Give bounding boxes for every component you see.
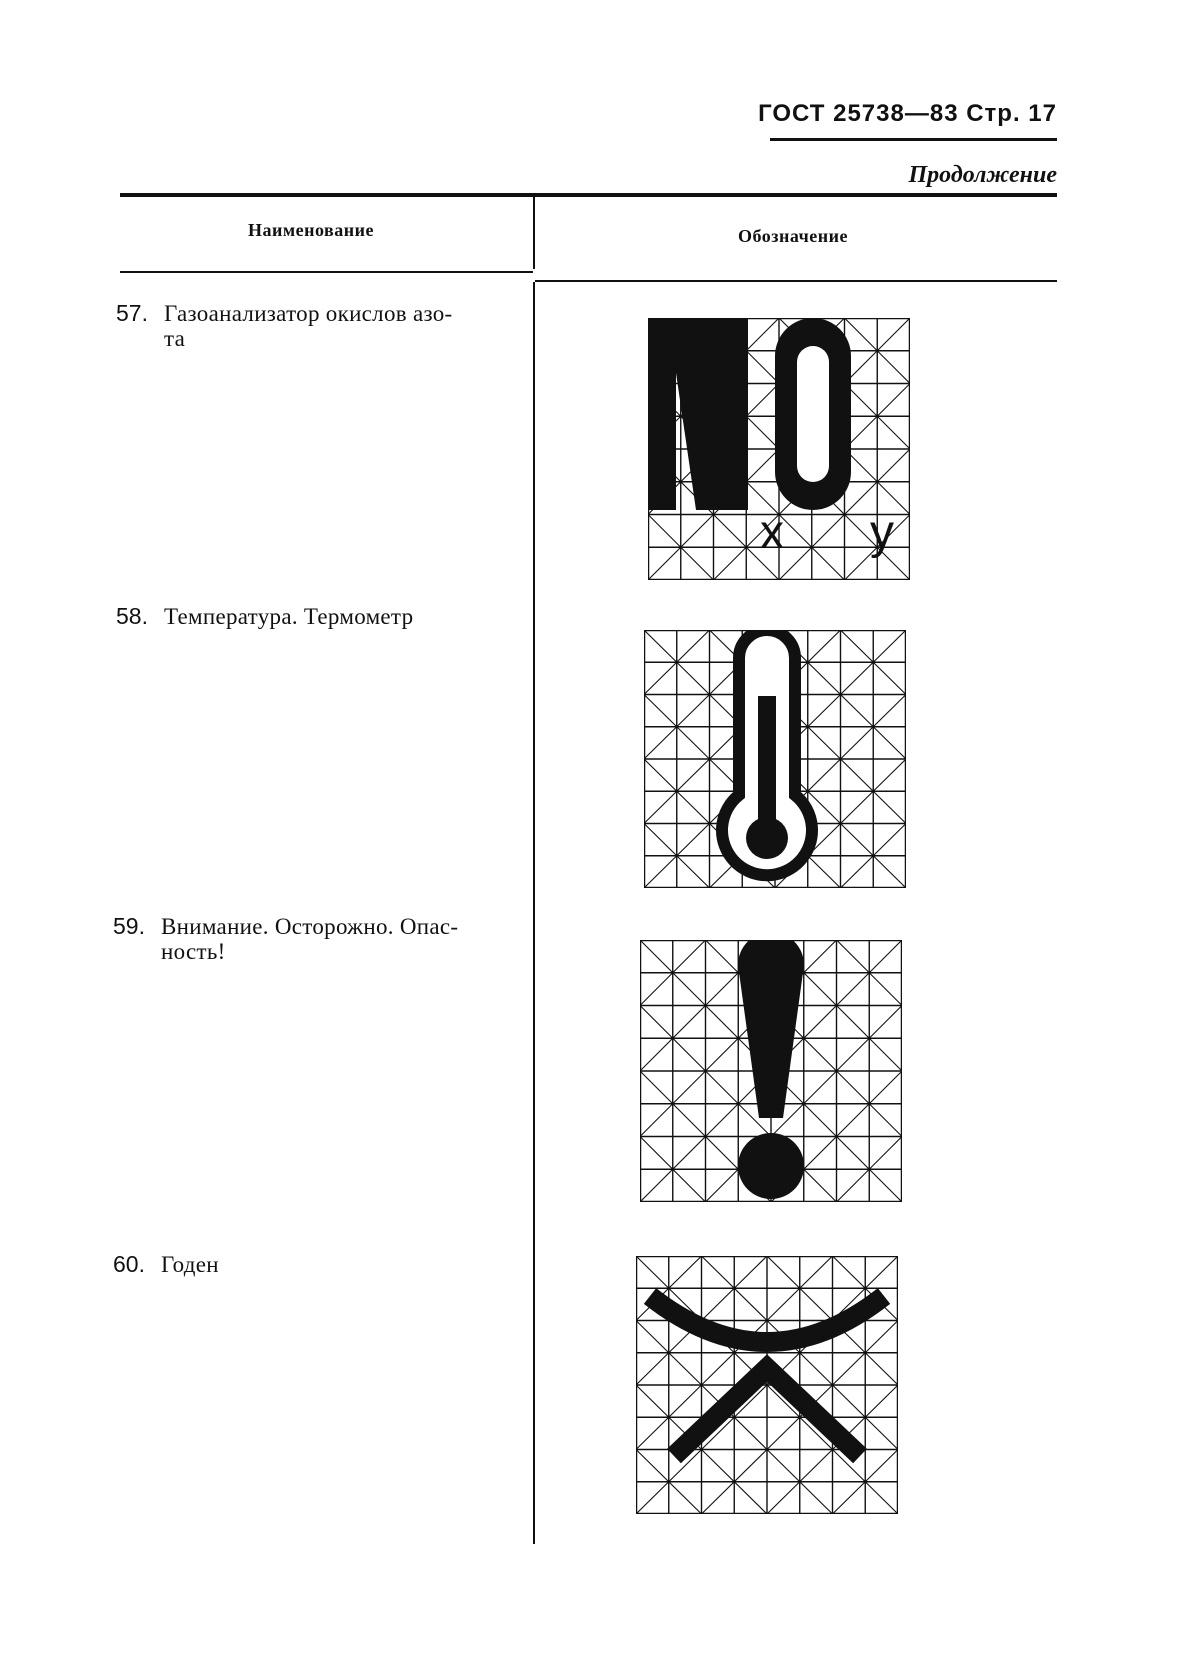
row-name: Температура. Термометр — [164, 604, 414, 629]
column-divider-body — [533, 282, 535, 1544]
row-name: Внимание. Осторожно. Опас- — [161, 914, 459, 939]
row-name-continuation: та — [164, 326, 186, 351]
thermometer-icon — [644, 630, 906, 888]
table-row — [116, 301, 516, 351]
column-header-name: Наименование — [248, 220, 374, 240]
nox-symbol — [648, 318, 910, 580]
row-number: 59. — [113, 913, 145, 939]
column-header-symbol: Обозначение — [738, 226, 849, 246]
table-row — [113, 914, 513, 964]
row-name: Годен — [161, 1252, 219, 1277]
column-divider-head — [533, 197, 535, 269]
header-rule-right — [535, 280, 1057, 282]
continuation-label: Продолжение — [908, 162, 1057, 188]
row-number: 60. — [113, 1251, 145, 1277]
subscript-y: y — [870, 506, 894, 559]
fit-mark-icon — [636, 1256, 898, 1514]
exclamation-icon — [640, 940, 902, 1202]
header-rule — [770, 138, 1057, 141]
row-name-continuation: ность! — [161, 939, 226, 964]
row-number: 57. — [116, 300, 148, 326]
row-number: 58. — [116, 603, 148, 629]
subscript-x: x — [760, 506, 784, 559]
page-header: ГОСТ 25738—83 Стр. 17 — [758, 100, 1057, 127]
header-rule-left — [120, 271, 533, 273]
table-row — [116, 604, 516, 629]
row-name: Газоанализатор окислов азо- — [164, 301, 453, 326]
table-top-rule — [120, 193, 1057, 197]
table-row — [113, 1252, 513, 1277]
